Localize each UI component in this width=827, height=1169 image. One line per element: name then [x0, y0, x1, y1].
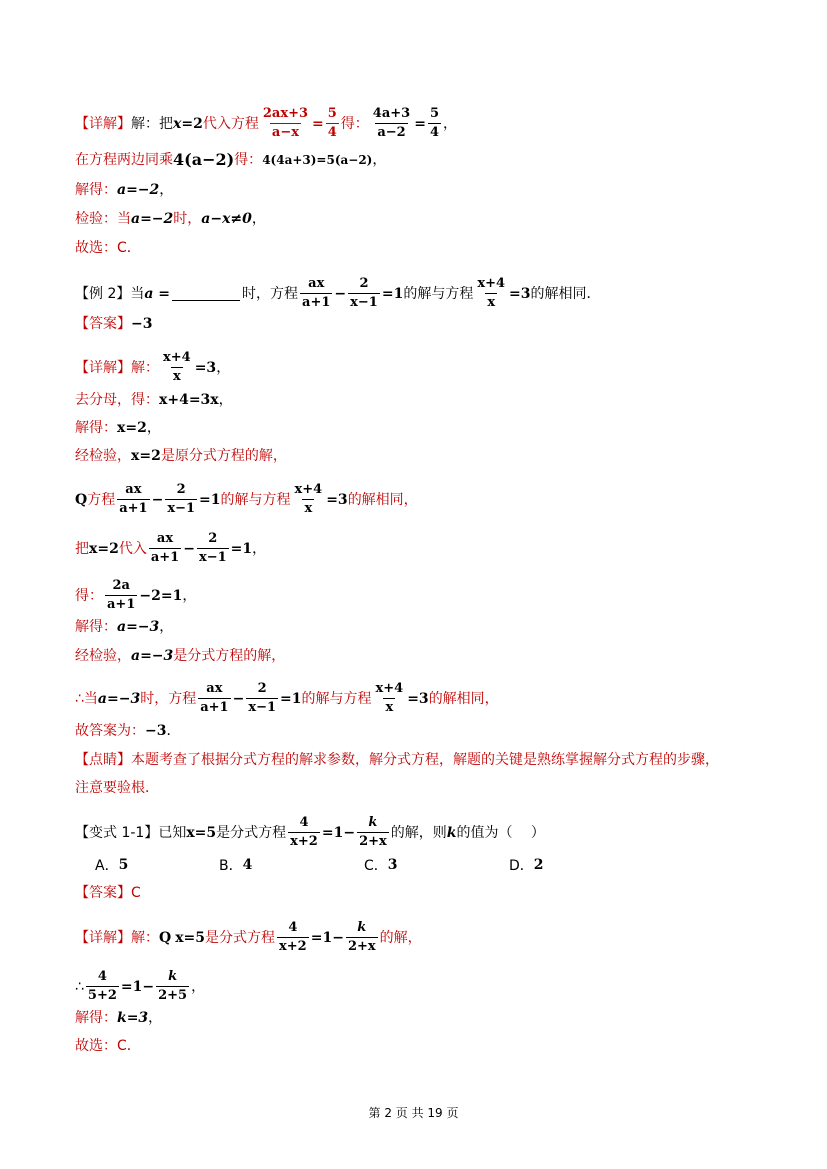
math: −	[334, 285, 347, 302]
text: ，	[252, 540, 267, 557]
text: C	[131, 885, 141, 901]
fraction: $\frac{4}{5+2}$	[87, 969, 117, 1003]
math: a=−2	[131, 211, 174, 227]
text: ，	[148, 1010, 163, 1026]
text: 得：	[340, 115, 369, 132]
text: 【例 2】当	[75, 285, 145, 302]
text: 得：	[234, 152, 263, 168]
math: 4(4a+3)=5(a−2)	[262, 153, 373, 167]
text: 检验：当	[75, 211, 131, 227]
text: 解得：	[75, 182, 117, 198]
text: 解得：	[75, 619, 117, 635]
fraction: $\frac{x+4}{x}$	[294, 482, 323, 516]
math: x=2	[131, 448, 161, 464]
math: x	[173, 115, 182, 132]
text: ，	[146, 420, 161, 436]
math: x=2	[117, 420, 147, 436]
math: x=2	[89, 540, 119, 557]
fraction: $\frac{2}{x-1}$	[167, 482, 196, 516]
option-c[interactable]	[364, 855, 398, 875]
math: −3	[131, 316, 153, 332]
answer-line	[75, 314, 152, 334]
math: −	[232, 690, 245, 707]
line-14	[75, 578, 196, 613]
fraction: $\frac{2}{x-1}$	[350, 276, 378, 310]
math: =1	[280, 690, 302, 707]
line-2	[75, 150, 386, 170]
text: ，	[159, 619, 174, 635]
line-15	[75, 617, 173, 637]
option-b[interactable]	[219, 855, 252, 875]
detail-tag: 【详解】	[75, 115, 131, 132]
answer-line	[75, 883, 141, 903]
option-label: C．	[364, 858, 388, 874]
math: a=−2	[117, 182, 160, 198]
text: ，	[182, 587, 197, 604]
text: ，	[191, 978, 206, 995]
math: =3	[407, 690, 429, 707]
option-value: 4	[242, 857, 253, 873]
math: k=3	[117, 1010, 149, 1026]
math: =1	[199, 491, 221, 508]
text: ，	[251, 211, 266, 227]
text: 解得：	[75, 1010, 117, 1026]
math: a=−3	[131, 648, 174, 664]
text: 得：	[75, 587, 103, 604]
page-footer: 第 2 页 共 19 页	[368, 1106, 459, 1120]
fraction: $\frac{5}{4}$	[429, 106, 439, 140]
math: −2=1	[139, 587, 183, 604]
option-value: 5	[118, 857, 129, 873]
line-12	[75, 482, 418, 517]
text: 解：	[131, 929, 159, 946]
text: 是分式方程	[205, 929, 276, 946]
math: a =	[144, 285, 171, 302]
text: 是分式方程的解，	[173, 648, 286, 664]
math: =1−	[310, 929, 344, 946]
line-4	[75, 209, 266, 229]
fraction: $\frac{4}{x+2}$	[290, 815, 318, 849]
text: 的解相同，	[347, 491, 418, 508]
line-16	[75, 646, 285, 666]
text: ，	[216, 359, 231, 376]
line-9	[75, 390, 233, 410]
line-18	[75, 721, 180, 741]
text: 方程	[87, 491, 116, 508]
line-8	[75, 350, 230, 385]
text: 时，方程	[242, 285, 299, 302]
line-5	[75, 238, 141, 258]
math: x+4=3x	[159, 392, 219, 408]
text: 的解与方程	[403, 285, 474, 302]
math: x=5	[175, 929, 206, 946]
text: 在方程两边同乘	[75, 152, 173, 168]
option-label: D．	[509, 858, 534, 874]
fraction: $\frac{2}{x-1}$	[198, 531, 227, 565]
math: x=5	[186, 824, 217, 841]
text: 故答案为：	[75, 723, 145, 739]
text: 经检验，	[75, 448, 131, 464]
text: 【变式 1-1】已知	[75, 824, 187, 841]
line-25	[75, 1008, 162, 1028]
fraction: $\frac{x+4}{x}$	[375, 681, 404, 715]
option-a[interactable]	[95, 855, 128, 875]
text: ，	[159, 182, 174, 198]
text: 的解相同．	[530, 285, 601, 302]
math: a−x≠0	[201, 211, 252, 227]
math: a=−3	[117, 619, 160, 635]
answer-blank	[172, 286, 240, 301]
fraction: $\frac{4a+3}{a-2}$	[372, 106, 411, 140]
example-2-question	[75, 276, 601, 311]
math: =2	[181, 115, 203, 132]
text: 的值为（ ）	[456, 824, 545, 841]
line-13	[75, 531, 266, 566]
option-label: B．	[219, 858, 243, 874]
text: 是分式方程	[216, 824, 287, 841]
text: 注意要验根．	[75, 780, 159, 796]
text: ，	[443, 115, 457, 132]
therefore-symbol: ∴	[75, 978, 84, 995]
fraction: $\frac{4}{x+2}$	[279, 920, 307, 954]
line-23	[75, 920, 422, 955]
math: 4(a−2)	[173, 150, 235, 169]
text: ，	[372, 152, 387, 168]
option-label: A．	[95, 858, 119, 874]
text: 时，	[173, 211, 202, 227]
fraction: $\frac{2}{x-1}$	[248, 681, 277, 715]
line-17	[75, 681, 499, 716]
math: =1−	[120, 978, 155, 995]
option-value: 3	[387, 857, 398, 873]
line-24	[75, 969, 205, 1004]
text: ∴当	[75, 690, 98, 707]
detail-tag: 【详解】	[75, 359, 131, 376]
text: 解得：	[75, 420, 117, 436]
because-symbol: Q	[159, 929, 172, 946]
fraction: $\frac{ax}{a+1}$	[302, 276, 331, 310]
fraction: $\frac{k}{2+x}$	[347, 920, 376, 954]
math: −	[151, 491, 164, 508]
text: 解：	[131, 359, 159, 376]
math: =	[312, 115, 324, 132]
text: 的解相同，	[428, 690, 499, 707]
text: 本题考查了根据分式方程的解求参数，解分式方程，解题的关键是熟练掌握解分式方程的步骤，	[131, 752, 719, 768]
text: 故选：C．	[75, 240, 141, 256]
math: =3	[509, 285, 531, 302]
math: =3	[326, 491, 348, 508]
answer-tag: 【答案】	[75, 885, 131, 901]
fraction: $\frac{ax}{a+1}$	[119, 482, 148, 516]
math: k	[446, 824, 457, 841]
math: =1−	[321, 824, 356, 841]
math: =1	[381, 285, 404, 302]
math: =3	[194, 359, 217, 376]
math: −3	[145, 723, 167, 739]
option-value: 2	[533, 857, 544, 873]
math: −	[183, 540, 195, 557]
math: =	[414, 115, 426, 132]
math: =1	[230, 540, 253, 557]
line-10	[75, 418, 161, 438]
text: 的解，则	[390, 824, 447, 841]
fraction: $\frac{k}{2+x}$	[359, 815, 387, 849]
fraction: $\frac{ax}{a+1}$	[150, 531, 180, 565]
detail-tag: 【详解】	[75, 929, 131, 946]
text: 时，方程	[140, 690, 197, 707]
answer-tag: 【答案】	[75, 316, 131, 332]
math: a=−3	[97, 690, 141, 707]
line-11	[75, 446, 287, 466]
fraction: $\frac{x+4}{x}$	[163, 350, 191, 384]
text: 故选：C．	[75, 1038, 141, 1054]
fraction: $\frac{2ax+3}{a-x}$	[262, 106, 309, 140]
fraction: $\frac{5}{4}$	[327, 106, 337, 140]
variant-1-1-question	[75, 815, 545, 850]
text: 经检验，	[75, 648, 131, 664]
text: ，	[218, 392, 233, 408]
line-20	[75, 778, 159, 798]
fraction: $\frac{x+4}{x}$	[477, 276, 506, 310]
fraction: $\frac{2a}{a+1}$	[107, 578, 136, 612]
fraction: $\frac{k}{2+5}$	[158, 969, 188, 1003]
text: 的解，	[379, 929, 422, 946]
text: 把	[75, 540, 89, 557]
text: 的解与方程	[220, 491, 291, 508]
text: 代入方程	[202, 115, 259, 132]
text: 是原分式方程的解，	[160, 448, 287, 464]
text: ．	[166, 723, 181, 739]
line-19	[75, 750, 719, 770]
line-1	[75, 106, 457, 141]
because-symbol: Q	[75, 491, 88, 508]
fraction: $\frac{ax}{a+1}$	[200, 681, 229, 715]
option-d[interactable]	[509, 855, 544, 875]
text: 代入	[118, 540, 147, 557]
line-3	[75, 180, 173, 200]
text: 的解与方程	[301, 690, 372, 707]
remark-tag: 【点睛】	[75, 752, 131, 768]
text: 去分母，得：	[75, 392, 159, 408]
line-26	[75, 1036, 141, 1056]
text: 解：把	[131, 115, 173, 132]
